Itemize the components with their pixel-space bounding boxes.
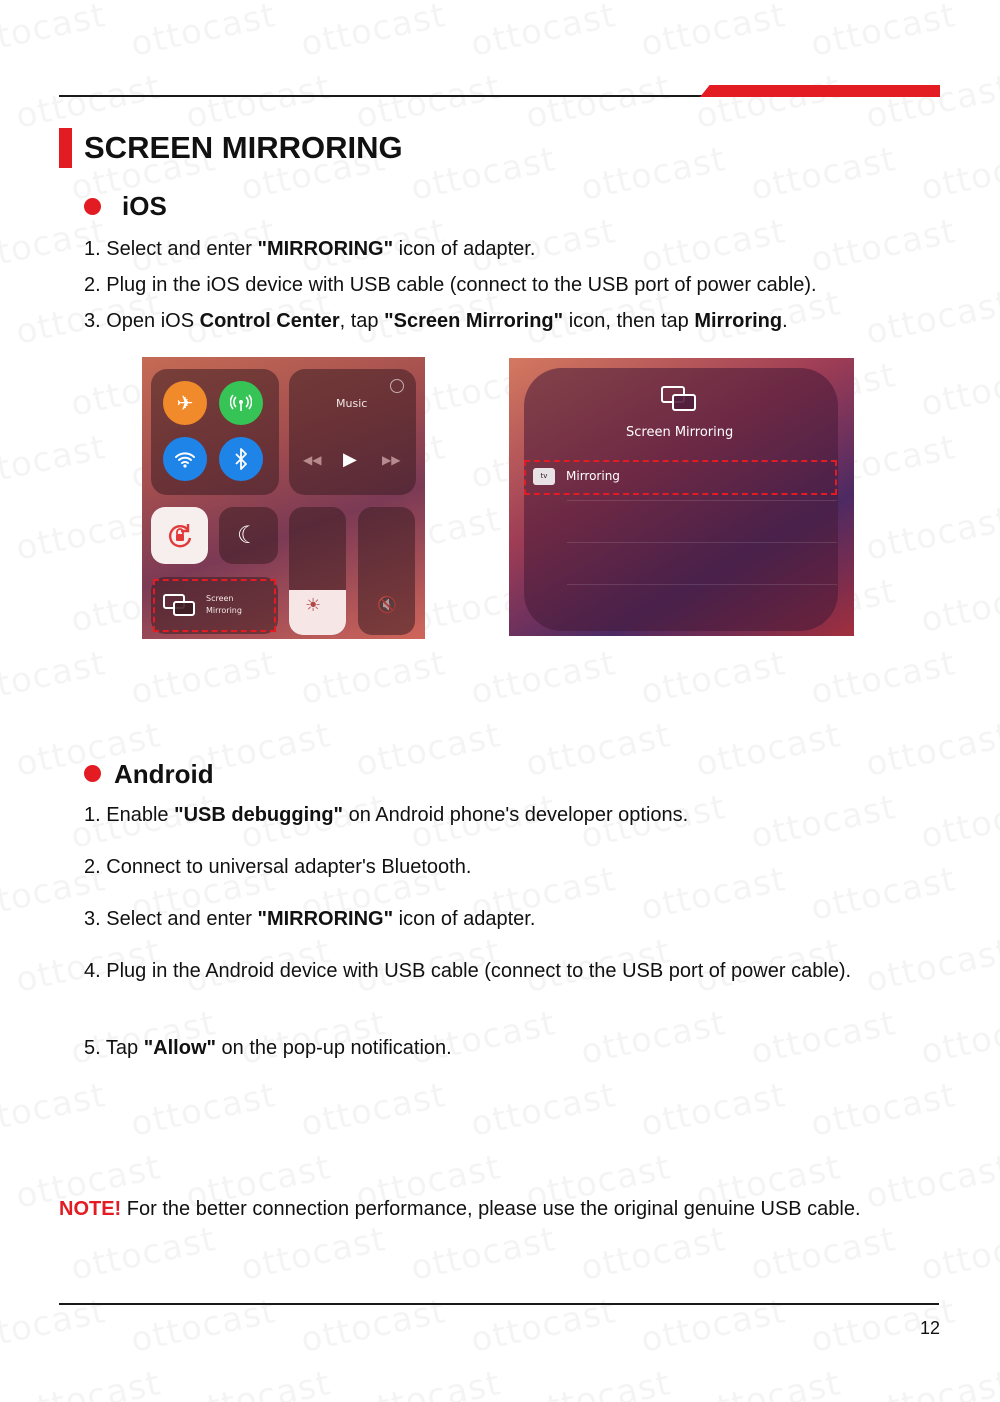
divider	[567, 584, 837, 585]
step-number: 5.	[84, 1037, 101, 1059]
watermark-text	[637, 1291, 789, 1361]
step-number: 1.	[84, 804, 101, 826]
brightness-icon: ☀	[305, 595, 322, 616]
android-step-2	[84, 855, 914, 880]
watermark-text	[807, 1075, 959, 1145]
header-accent-stripe	[700, 85, 940, 97]
step-text: icon of adapter.	[393, 238, 536, 260]
watermark-text	[67, 1219, 219, 1289]
mirroring-menu-title: Screen Mirroring	[626, 425, 734, 440]
bluetooth-icon	[219, 437, 263, 481]
divider	[567, 500, 837, 501]
step-text: .	[782, 310, 788, 332]
watermark-text	[0, 1291, 109, 1361]
watermark-text	[637, 1075, 789, 1145]
cellular-icon	[219, 381, 263, 425]
ios-step-3	[84, 309, 914, 334]
watermark-text	[0, 1075, 109, 1145]
step-bold-text: Mirroring	[694, 310, 783, 332]
rewind-icon: ◀◀	[303, 453, 322, 467]
watermark-text	[127, 643, 279, 713]
step-text: Select and enter	[106, 908, 258, 930]
watermark-text	[862, 715, 1000, 785]
watermark-text	[917, 139, 1000, 209]
step-number: 2.	[84, 274, 101, 296]
mirroring-menu-screenshot	[509, 358, 854, 636]
watermark-text	[297, 1291, 449, 1361]
watermark-text	[917, 571, 1000, 641]
airplane-icon: ✈	[163, 381, 207, 425]
step-text: Open iOS	[106, 310, 200, 332]
android-step-1	[84, 803, 914, 828]
watermark-text	[862, 1363, 1000, 1402]
step-number: 1.	[84, 238, 101, 260]
watermark-text	[692, 715, 844, 785]
android-bullet-icon	[84, 765, 101, 782]
step-bold-text: Control Center	[199, 310, 340, 332]
watermark-text	[747, 139, 899, 209]
step-number: 3.	[84, 908, 101, 930]
apple-tv-badge-icon: tv	[533, 468, 555, 485]
watermark-text	[522, 715, 674, 785]
step-number: 4.	[84, 960, 101, 982]
watermark-text	[747, 1219, 899, 1289]
watermark-text	[522, 1363, 674, 1402]
watermark-text	[127, 1075, 279, 1145]
step-text: Enable	[106, 804, 175, 826]
ios-heading: iOS	[122, 191, 167, 221]
music-label: Music	[336, 397, 368, 410]
step-text: , tap	[339, 310, 385, 332]
page-title: SCREEN MIRRORING	[84, 130, 403, 165]
step-text: on Android phone's developer options.	[343, 804, 689, 826]
volume-slider	[358, 507, 415, 635]
step-number: 2.	[84, 856, 101, 878]
watermark-text	[237, 1219, 389, 1289]
watermark-text	[12, 1363, 164, 1402]
control-center-screenshot	[142, 357, 425, 639]
watermark-text	[637, 643, 789, 713]
watermark-text	[862, 67, 1000, 137]
step-text: icon of adapter.	[393, 908, 536, 930]
ios-bullet-icon	[84, 198, 101, 215]
watermark-text	[182, 1363, 334, 1402]
highlight-box	[153, 579, 276, 632]
watermark-text	[577, 1219, 729, 1289]
footer-rule	[59, 1303, 939, 1305]
watermark-text	[0, 0, 109, 65]
step-bold-text: "MIRRORING"	[257, 908, 394, 930]
wifi-icon	[163, 437, 207, 481]
step-bold-text: "Allow"	[143, 1037, 216, 1059]
moon-icon: ☾	[237, 521, 259, 549]
android-heading: Android	[114, 759, 214, 789]
watermark-text	[352, 715, 504, 785]
step-bold-text: "USB debugging"	[174, 804, 344, 826]
step-bold-text: "MIRRORING"	[257, 238, 394, 260]
page-number: 12	[919, 1318, 940, 1338]
step-text: Connect to universal adapter's Bluetooth.	[106, 856, 472, 878]
step-number: 3.	[84, 310, 101, 332]
watermark-text	[297, 643, 449, 713]
watermark-text	[862, 499, 1000, 569]
watermark-text	[807, 0, 959, 65]
watermark-text	[182, 67, 334, 137]
watermark-text	[522, 67, 674, 137]
ios-step-1	[84, 237, 914, 262]
watermark-text	[297, 0, 449, 65]
watermark-text	[407, 139, 559, 209]
step-text: Plug in the iOS device with USB cable (connect to the USB port of power cable).	[106, 274, 817, 296]
android-step-4	[84, 959, 884, 984]
watermark-text	[0, 427, 109, 497]
watermark-text	[352, 1363, 504, 1402]
android-step-3	[84, 907, 914, 932]
rotation-lock-icon	[166, 521, 194, 549]
watermark-text	[807, 643, 959, 713]
watermark-text	[127, 1291, 279, 1361]
step-text: Tap	[105, 1037, 144, 1059]
watermark-text	[467, 643, 619, 713]
ios-step-2	[84, 273, 914, 298]
watermark-text	[297, 1075, 449, 1145]
note-label: NOTE!	[59, 1198, 122, 1220]
watermark-text	[467, 0, 619, 65]
fast-forward-icon: ▶▶	[382, 453, 401, 467]
step-text: Plug in the Android device with USB cable (connect to the USB port of power cable).	[106, 960, 852, 982]
step-text: on the pop-up notification.	[216, 1037, 452, 1059]
watermark-text	[917, 787, 1000, 857]
note-text: For the better connection performance, please use the original genuine USB cable.	[121, 1198, 861, 1220]
watermark-text	[692, 1363, 844, 1402]
watermark-text	[352, 67, 504, 137]
divider	[567, 542, 837, 543]
watermark-text	[467, 1075, 619, 1145]
step-text: Select and enter	[106, 238, 258, 260]
note	[59, 1195, 919, 1224]
play-icon: ▶	[343, 449, 357, 470]
step-bold-text: "Screen Mirroring"	[384, 310, 564, 332]
android-step-5	[84, 1036, 914, 1061]
watermark-text	[577, 139, 729, 209]
mute-icon: 🔇	[377, 595, 397, 614]
rotation-lock-tile	[151, 507, 208, 564]
screen-mirroring-label: Screen Mirroring	[206, 594, 242, 615]
watermark-text	[637, 0, 789, 65]
watermark-text	[692, 67, 844, 137]
watermark-text	[917, 1003, 1000, 1073]
step-text: icon, then tap	[563, 310, 695, 332]
watermark-text	[467, 1291, 619, 1361]
watermark-text	[12, 67, 164, 137]
airplay-icon	[390, 379, 404, 393]
watermark-text	[917, 355, 1000, 425]
watermark-text	[127, 0, 279, 65]
title-accent-bar	[59, 128, 72, 168]
watermark-text	[407, 1219, 559, 1289]
device-name: Mirroring	[566, 469, 620, 483]
screen-mirroring-icon	[659, 383, 699, 413]
watermark-text	[0, 643, 109, 713]
watermark-text	[917, 1219, 1000, 1289]
